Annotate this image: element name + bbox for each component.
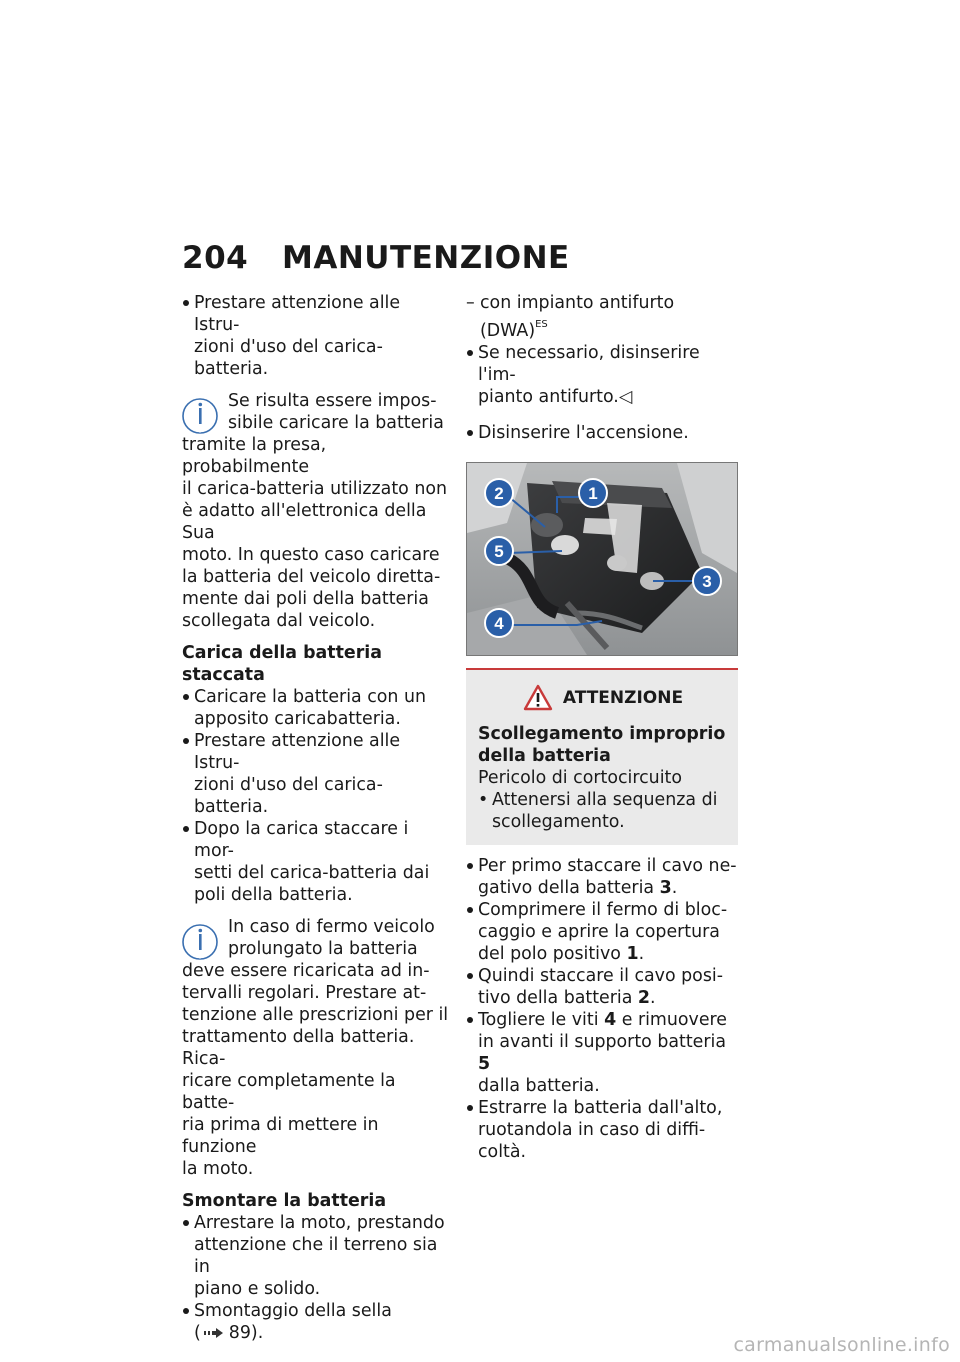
list-item: Comprimere il fermo di bloc- caggio e aprire la copertura del polo positivo 1. xyxy=(466,899,738,965)
list-item: – con impianto antifurto (DWA)$^{ES}$ xyxy=(466,293,675,341)
warning-item: • Attenersi alla sequenza di scollegamento. xyxy=(478,789,728,833)
section-heading: Carica della batteria staccata xyxy=(182,643,382,685)
info-icon xyxy=(180,396,220,438)
list-item: Dopo la carica staccare i mor- setti del carica-batteria dai poli della batteria. xyxy=(182,818,450,906)
left-column xyxy=(182,292,450,1344)
page-reference-arrow-icon xyxy=(203,1327,225,1339)
list-item: Disinserire l'accensione. xyxy=(466,422,738,444)
info-note: Se risulta essere impos- sibile caricare la batteria tramite la presa, probabilmente il carica-batteria utilizzato non è adatto all'elettronica della Sua moto. In questo caso caricare la batteria del veicolo diretta- mente dai poli della batteria scollegata dal veicolo. xyxy=(182,391,448,631)
warning-box xyxy=(466,668,738,845)
info-note: In caso di fermo veicolo prolungato la batteria deve essere ricaricata ad in- tervalli regolari. Prestare at- tenzione alle prescrizioni per il trattamento della batteria. Rica- ricare completamente la batte- ria prima di mettere in funzione la moto. xyxy=(182,917,449,1179)
page-number: 204 xyxy=(182,240,249,276)
list-item: Se necessario, disinserire l'im- pianto antifurto.◁ xyxy=(466,342,738,408)
list-item: Prestare attenzione alle Istru- zioni d'uso del carica-batteria. xyxy=(182,292,450,380)
right-column xyxy=(466,292,738,1163)
list-item: Smontaggio della sella ( 89). xyxy=(182,1300,450,1344)
end-mark-icon: ◁ xyxy=(618,387,633,407)
list-item: Quindi staccare il cavo posi- tivo della batteria 2. xyxy=(466,965,738,1009)
callout-4: 4 xyxy=(494,614,504,633)
list-item: Prestare attenzione alle Istru- zioni d'uso del carica-batteria. xyxy=(182,730,450,818)
info-icon xyxy=(180,922,220,964)
warning-title: ATTENZIONE xyxy=(478,684,728,711)
page-header xyxy=(182,240,570,276)
warning-triangle-icon xyxy=(523,684,553,711)
list-item: Arrestare la moto, prestando attenzione che il terreno sia in piano e solido. xyxy=(182,1212,450,1300)
battery-photo xyxy=(466,462,738,656)
list-item: Caricare la batteria con un apposito caricabatteria. xyxy=(182,686,450,730)
warning-text: Pericolo di cortocircuito xyxy=(478,768,682,788)
warning-subhead: Scollegamento improprio della batteria xyxy=(478,724,726,766)
callout-2: 2 xyxy=(494,484,504,503)
page-title: MANUTENZIONE xyxy=(282,240,570,276)
list-item: Togliere le viti 4 e rimuovere in avanti il supporto batteria 5 dalla batteria. xyxy=(466,1009,738,1097)
list-item: Per primo staccare il cavo ne- gativo della batteria 3. xyxy=(466,855,738,899)
list-item: Estrarre la batteria dall'alto, ruotandola in caso di diffi- coltà. xyxy=(466,1097,738,1163)
watermark: carmanualsonline.info xyxy=(733,1334,950,1356)
callout-3: 3 xyxy=(702,572,712,591)
section-heading: Smontare la batteria xyxy=(182,1191,387,1211)
callout-1: 1 xyxy=(588,484,598,503)
callout-5: 5 xyxy=(494,542,504,561)
